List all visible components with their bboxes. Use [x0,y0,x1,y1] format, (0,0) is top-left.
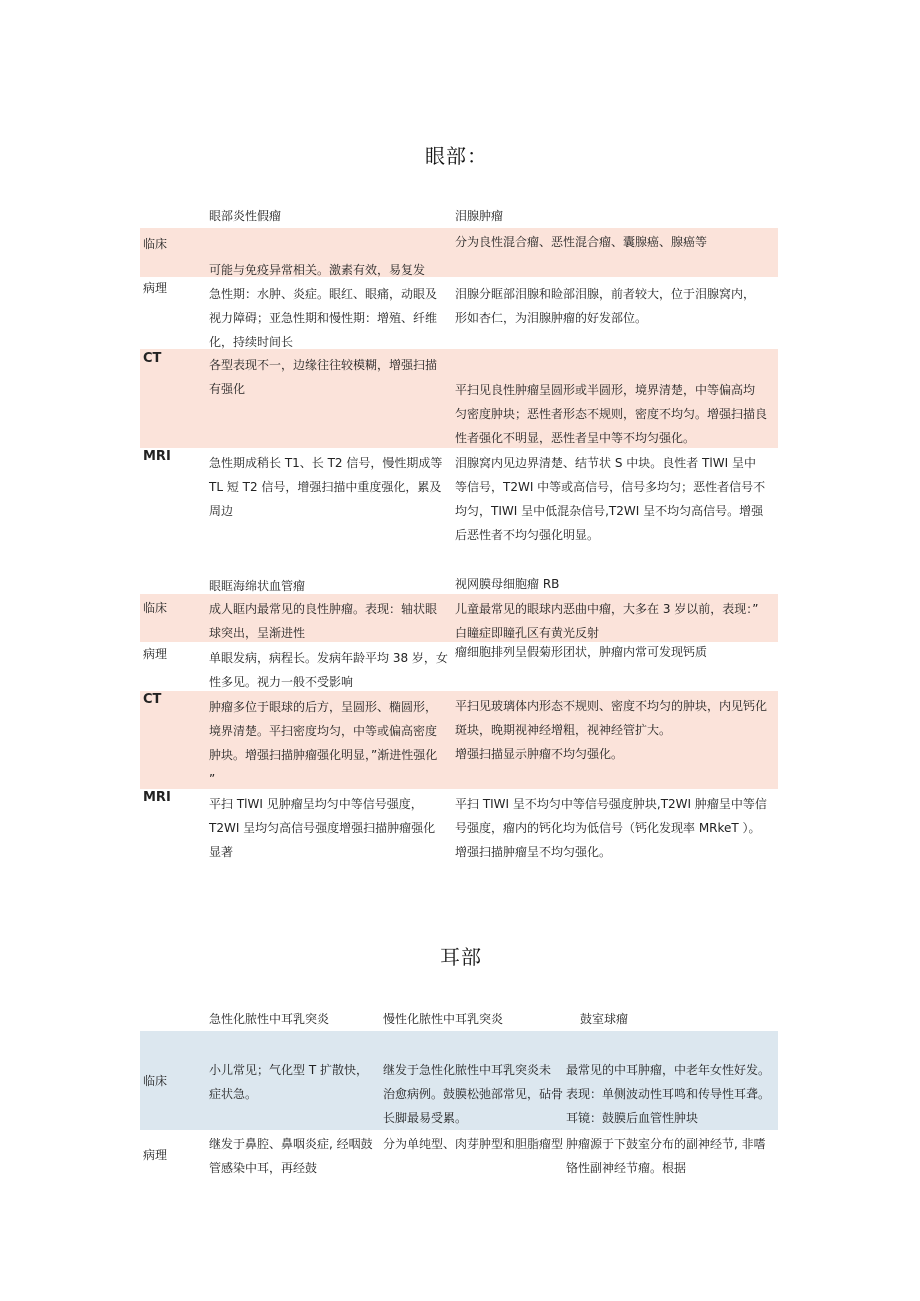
ear-row-pathology-col2: 分为单纯型、肉芽肿型和胆脂瘤型 [383,1137,564,1151]
table1-header-col1: 眼部炎性假瘤 [209,209,282,223]
table1-row-mri-col2: 泪腺窝内见边界清楚、结节状 S 中块。良性者 TlWI 呈中 等信号，T2WI 中等或高信号，信号多均匀；恶性者信号不 均匀，TIWI 呈中低混杂信号,T2WI 呈不均匀高信号。增强 后恶性者不均匀强化明显。 [455,456,766,542]
table2-row-clinical-col2: 儿童最常见的眼球内恶曲中瘤，大多在 3 岁以前，表现：” 白瞳症即瞳孔区有黄光反射 [455,602,759,640]
ear-row-clinical-col3: 最常见的中耳肿瘤，中老年女性好发。 表现：单侧波动性耳鸣和传导性耳聋。 耳镜：鼓膜后血管性肿块 [566,1063,771,1125]
table1-row-clinical-label: 临床 [143,237,168,251]
ear-row-clinical-label: 临床 [143,1074,168,1088]
table1-row-mri-label: MRI [143,449,171,464]
ear-header-col2: 慢性化脓性中耳乳突炎 [383,1012,504,1026]
table2-row-pathology-col2: 瘤细胞排列呈假菊形团状，肿瘤内常可发现钙质 [455,645,708,659]
table1-row-pathology-col1: 急性期：水肿、炎症。眼红、眼痛，动眼及 视力障碍；亚急性期和慢性期：增殖、纤维 化，持续时间长 [209,287,438,349]
table1-header-col2: 泪腺肿瘤 [455,209,504,223]
ear-header-col1: 急性化脓性中耳乳突炎 [209,1012,330,1026]
table2-row-mri-label: MRI [143,790,171,805]
table1-row-clinical-col2: 分为良性混合瘤、恶性混合瘤、囊腺癌、腺癌等 [455,235,708,249]
table2-row-ct-label: CT [143,692,162,707]
table1-row-clinical-col1: 可能与免疫异常相关。激素有效，易复发 [209,263,426,277]
table1-row-pathology-col2: 泪腺分眶部泪腺和睑部泪腺，前者较大，位于泪腺窝内， 形如杏仁，为泪腺肿瘤的好发部位。 [455,287,756,325]
ear-row-clinical-col1: 小儿常见；气化型 T 扩散快， 症状急。 [209,1063,368,1101]
table2-row-pathology-label: 病理 [143,647,168,661]
table2-row-pathology-col1: 单眼发病，病程长。发病年龄平均 38 岁，女 性多见。视力一般不受影响 [209,651,448,689]
table2-row-ct-col1: 肿瘤多位于眼球的后方，呈圆形、椭圆形， 境界清楚。平扫密度均匀，中等或偏高密度 肿块。增强扫描肿瘤强化明显，”渐进性强化 ” [209,700,438,786]
eye-section-title: 眼部： [425,144,488,168]
table1-row-ct-col2: 平扫见良性肿瘤呈圆形或半圆形，境界清楚，中等偏高均 匀密度肿块；恶性者形态不规则，密度不均匀。增强扫描良 性者强化不明显，恶性者呈中等不均匀强化。 [455,383,768,445]
table2-row-clinical-label: 临床 [143,601,168,615]
ear-row-clinical-col2: 继发于急性化脓性中耳乳突炎未 治愈病例。鼓膜松弛部常见，砧骨 长脚最易受累。 [383,1063,564,1125]
table1-row-ct-label: CT [143,351,162,366]
ear-section-title: 耳部 [440,945,482,969]
table2-row-mri-col2: 平扫 TIWI 呈不均匀中等信号强度肿块,T2WI 肿瘤呈中等信 号强度，瘤内的钙化均为低信号（钙化发现率 MRkeT ）。 增强扫描肿瘤呈不均匀强化。 [455,797,767,859]
table2-header-col2: 视网膜母细胞瘤 RB [455,577,560,591]
ear-row-pathology-col1: 继发于鼻腔、鼻咽炎症, 经咽鼓 管感染中耳，再经鼓 [209,1137,373,1175]
table2-row-clinical-col1: 成人眶内最常见的良性肿瘤。表现：轴状眼 球突出，呈渐进性 [209,602,438,640]
table2-row-mri-col1: 平扫 TlWI 见肿瘤呈均匀中等信号强度， T2WI 呈均匀高信号强度增强扫描肿瘤强化 显著 [209,797,436,859]
table2-header-col1: 眼眶海绵状血管瘤 [209,579,306,593]
table1-row-pathology-label: 病理 [143,281,168,295]
table2-row-ct-col2: 平扫见玻璃体内形态不规则、密度不均匀的肿块，内见钙化 斑块，晚期视神经增粗，视神经管扩大。 增强扫描显示肿瘤不均匀强化。 [455,699,768,761]
ear-header-col3: 鼓室球瘤 [580,1012,629,1026]
table1-row-ct-col1: 各型表现不一，边缘往往较模糊，增强扫描 有强化 [209,358,438,396]
ear-row-pathology-label: 病理 [143,1148,168,1162]
ear-row-pathology-col3: 肿瘤源于下鼓室分布的副神经节, 非嗜 铬性副神经节瘤。根据 [566,1137,766,1175]
table1-row-mri-col1: 急性期成稍长 T1、长 T2 信号，慢性期成等 TL 短 T2 信号，增强扫描中重度强化，累及 周边 [209,456,443,518]
